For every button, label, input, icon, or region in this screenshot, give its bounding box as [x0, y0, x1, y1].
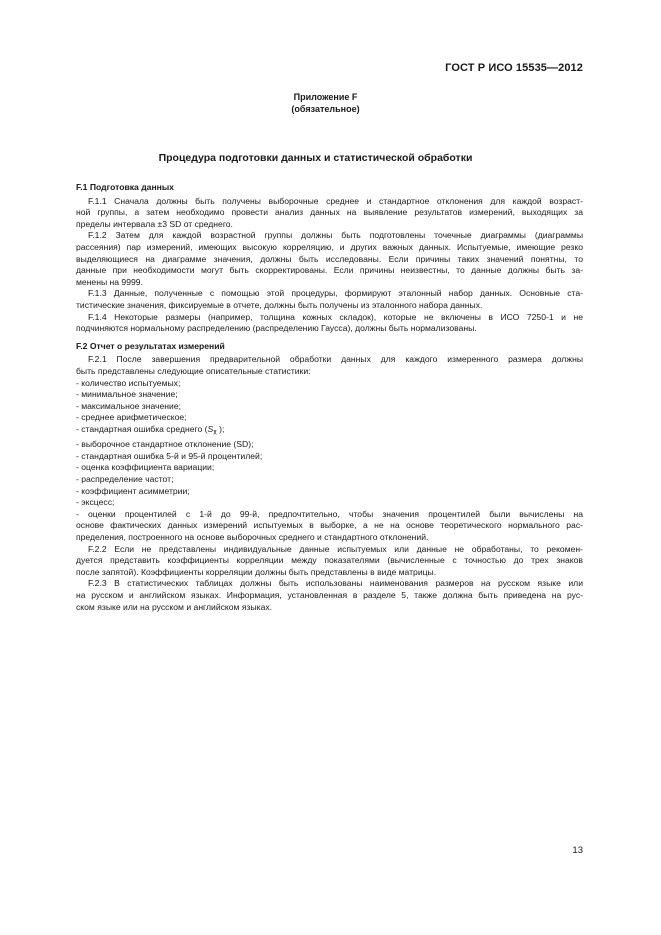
text-line: F.1.4 Некоторые размеры (например, толщина кожных складок), которые не включены в ИСО 7250-1 и не: [88, 311, 583, 322]
paragraph-f2-2: [76, 544, 583, 579]
se-symbol: S: [207, 423, 214, 434]
standard-header: ГОСТ Р ИСО 15535—2012: [445, 62, 583, 74]
text-line: быть представлены следующие описательные статистики:: [76, 365, 311, 376]
annex-title: [0, 152, 661, 164]
list-item: - максимальное значение;: [76, 400, 182, 411]
paragraph-f2-3: [76, 578, 583, 613]
annex-label: Приложение F: [293, 92, 358, 102]
text-line: F.2.3 В статистических таблицах должны быть использованы наименования размеров на русском языке или: [88, 578, 583, 589]
text-line: рассеяния) пар измерений, имеющих высокую корреляцию, и других важных данных. Испытуемые, имеющие резко: [76, 241, 583, 252]
text-line: данные при необходимости могут быть скорректированы. Если причины неизвестны, то данные должны быть за-: [76, 265, 583, 276]
text-line: F.1.1 Сначала должны быть получены выборочные среднее и стандартное отклонения для каждой возраст-: [88, 195, 583, 206]
list-item: - минимальное значение;: [76, 389, 178, 400]
annex-status: (обязательное): [291, 104, 360, 114]
text-line: F.2.2 Если не представлены индивидуальные данные испытуемых или данные не обработаны, то рекомен-: [88, 543, 583, 554]
text-line: дуется представить коэффициенты корреляции между показателями (вычисленные с точностью до трех знаков: [76, 555, 583, 566]
page-number: 13: [572, 845, 583, 856]
text-line: F.1.3 Данные, полученные с помощью этой процедуры, формируют эталонный набор данных. Основные ста-: [88, 288, 583, 299]
list-item: - среднее арифметическое;: [76, 412, 187, 423]
text-line: F.1.2 Затем для каждой возрастной группы должны быть подготовлены точечные диаграммы (диаграммы: [88, 230, 583, 241]
paragraph-f1-3: [76, 288, 583, 311]
text-line: тистические значения, фиксируемые в отчете, должны быть получены из эталонного набора данных.: [76, 299, 483, 310]
se-subscript: x̄: [213, 429, 217, 437]
text-line: ной группы, а затем необходимо провести анализ данных на выявление результатов измерений, выходящих за: [76, 207, 583, 218]
document-body: [76, 182, 583, 613]
text-line: выделяющиеся на диаграмме значения, должны быть исследованы. Если причины таких значений понятны, то: [76, 253, 583, 264]
paragraph-f1-4: [76, 312, 583, 335]
text-line: менены на 9999.: [76, 276, 143, 287]
text-line: пределы интервала ±3 SD от среднего.: [76, 218, 233, 229]
text-line: - оценки процентилей с 1-й до 99-й, предпочтительно, чтобы значения процентилей были вычислены на: [76, 508, 583, 519]
section-heading-f2: F.2 Отчет о результатах измерений: [76, 340, 225, 351]
text-line: основе фактических данных измерений испытуемых в выборке, а не на основе теоретического нормального рас-: [76, 520, 583, 531]
text-line: пределения, построенного на основе выборочных среднего и стандартного отклонений.: [76, 531, 429, 542]
list-item: - эксцесс;: [76, 497, 115, 508]
list-item: - стандартная ошибка 5-й и 95-й процентилей;: [76, 450, 263, 461]
paragraph-f1-1: [76, 196, 583, 231]
list-item: - оценка коэффициента вариации;: [76, 462, 215, 473]
paragraph-f1-2: [76, 230, 583, 288]
list-item: - выборочное стандартное отклонение (SD);: [76, 439, 254, 450]
list-item: - распределение частот;: [76, 473, 174, 484]
paragraph-percentile-estimates: [76, 509, 583, 544]
annex-heading: [0, 91, 661, 115]
text-line: на русском и английском языках. Информация, установленная в разделе 5, также должна быть приведена на рус-: [76, 589, 583, 600]
list-item-text: - стандартная ошибка среднего (: [76, 423, 208, 434]
text-line: подчиняются нормальному распределению (распределению Гаусса), должны быть нормализованы.: [76, 323, 477, 334]
section-heading-f1: F.1 Подготовка данных: [76, 182, 174, 192]
list-item: [76, 424, 583, 439]
annex-title-text: Процедура подготовки данных и статистической обработки: [158, 152, 473, 164]
se-tail: );: [216, 423, 225, 434]
text-line: после запятой). Коэффициенты корреляции должны быть представлены в виде матрицы.: [76, 566, 437, 577]
list-item: - коэффициент асимметрии;: [76, 485, 190, 496]
list-item: - количество испытуемых;: [76, 377, 181, 388]
statistics-list: [76, 378, 583, 509]
paragraph-f2-1: [76, 354, 583, 377]
text-line: ском языке или на русском и английском языках.: [76, 601, 273, 612]
text-line: F.2.1 После завершения предварительной обработки данных для каждого измеренного размера должны: [88, 354, 583, 365]
